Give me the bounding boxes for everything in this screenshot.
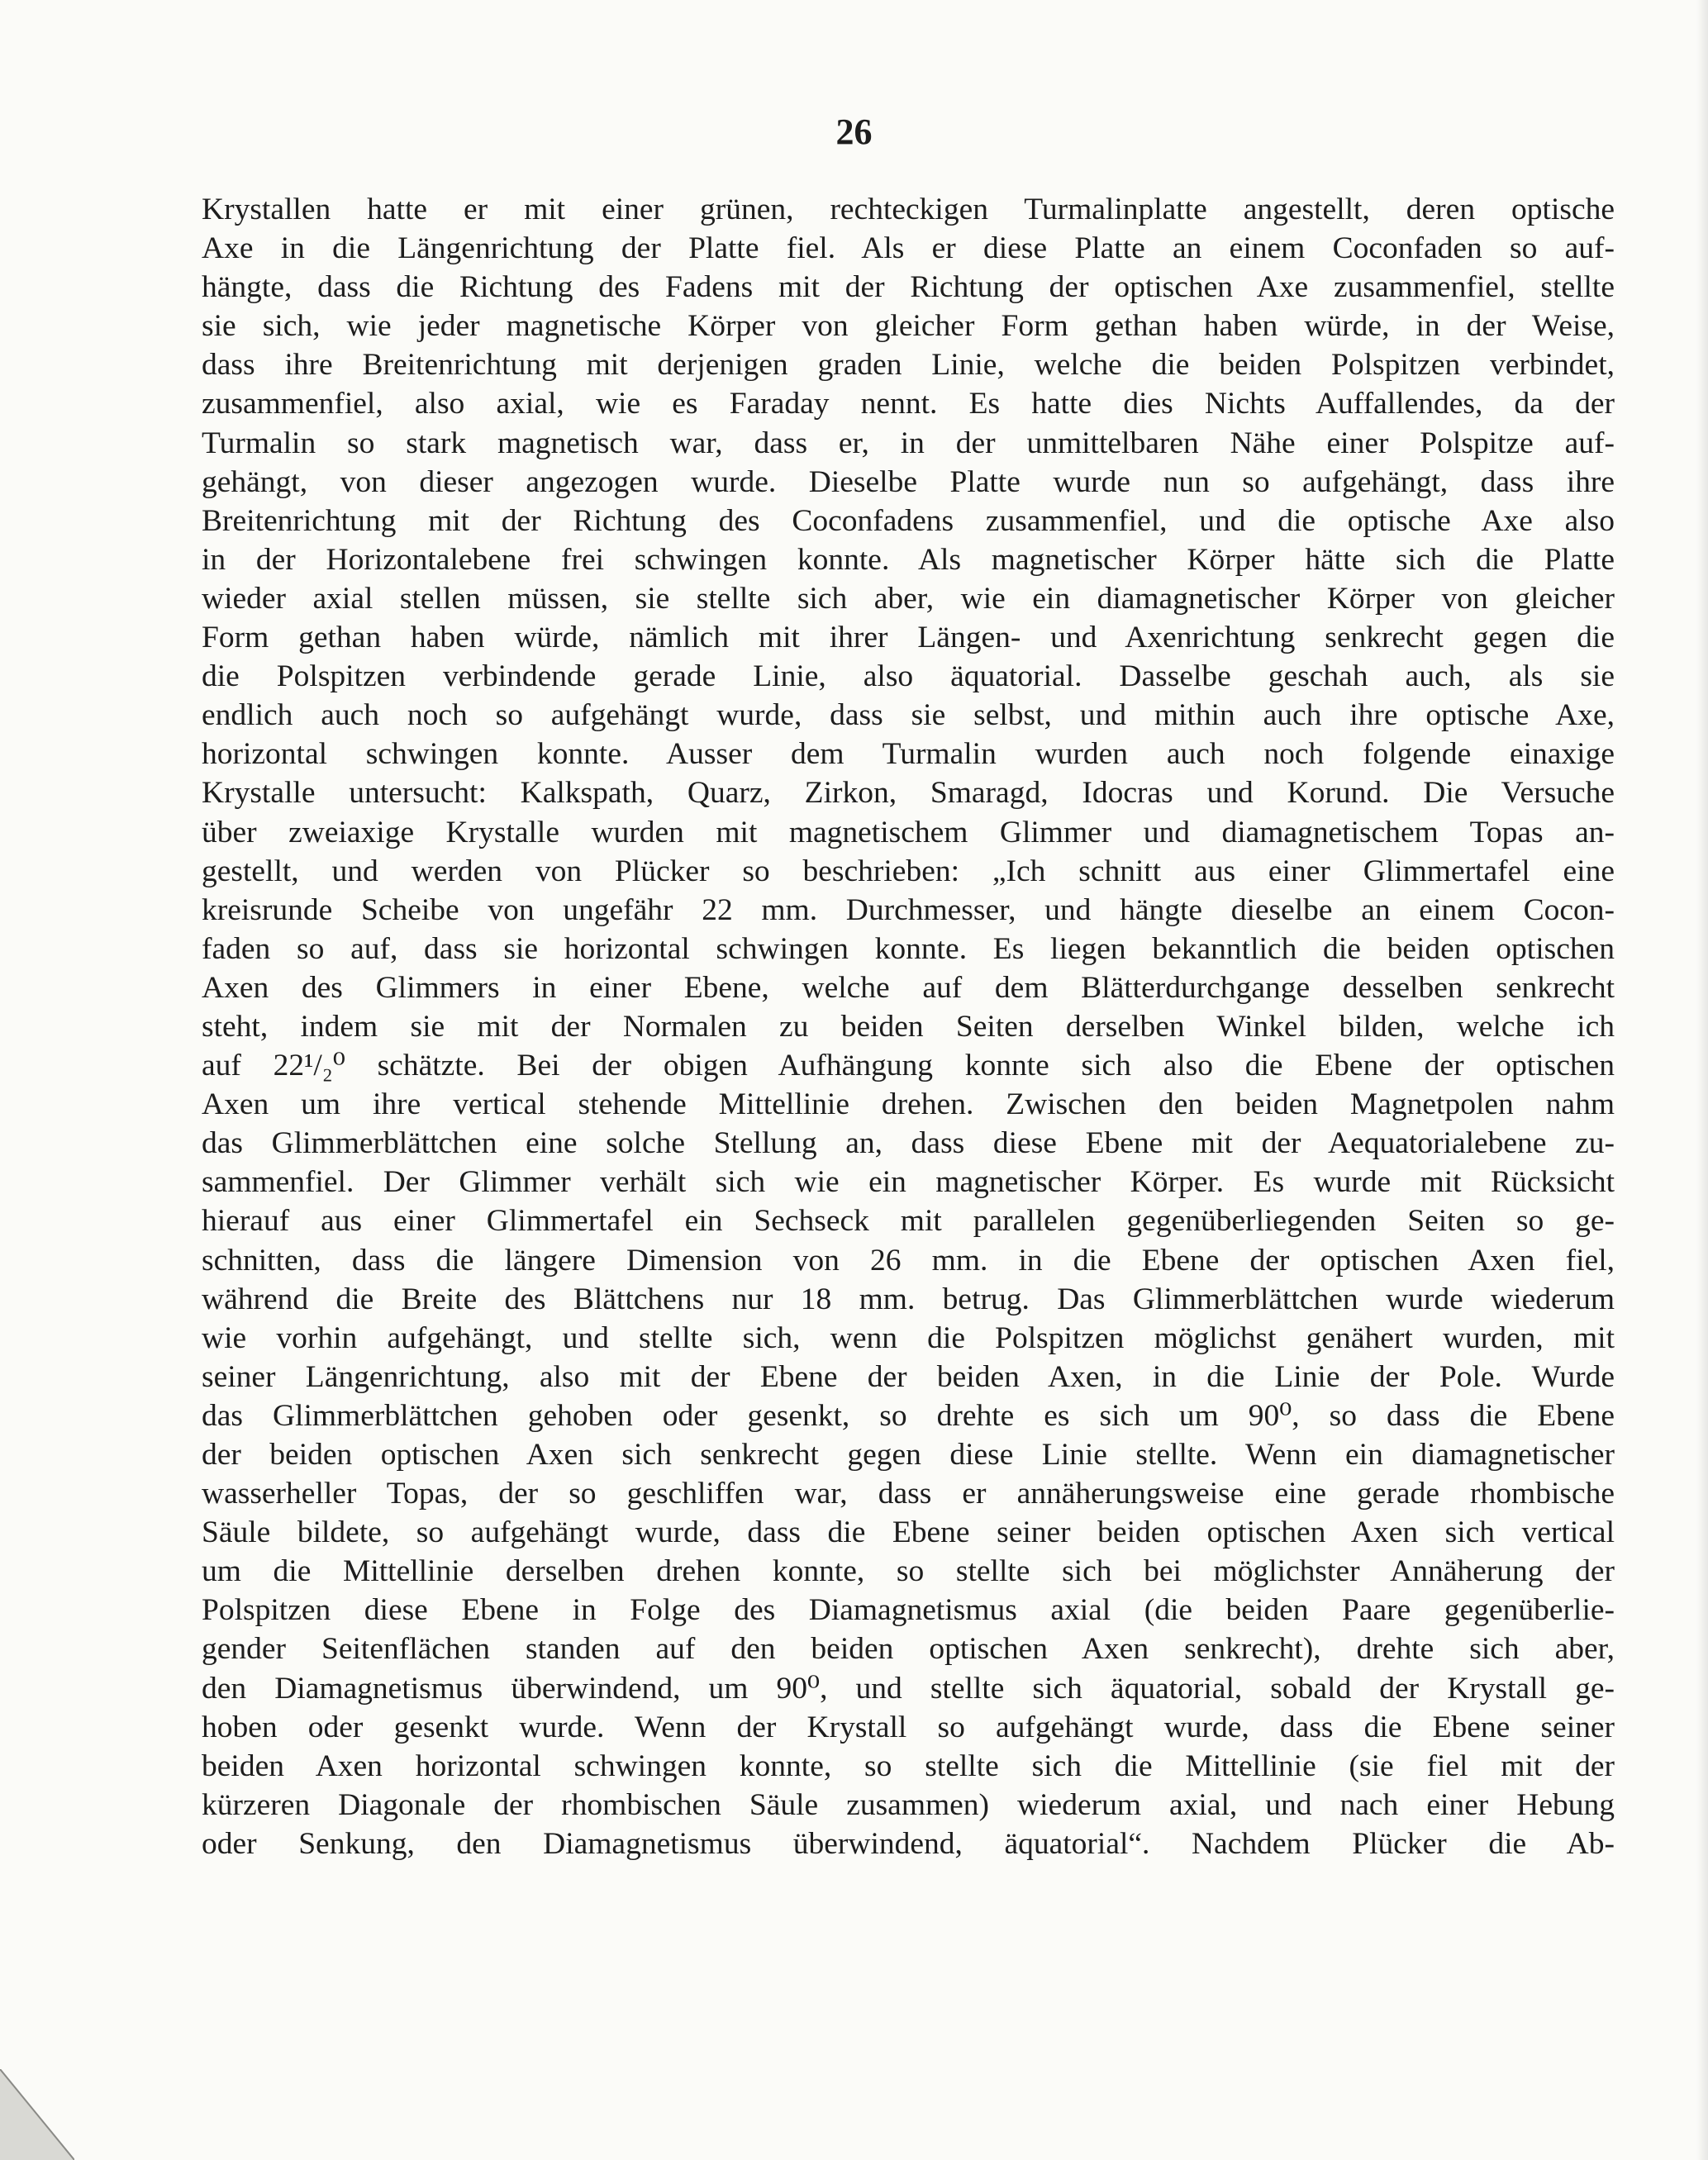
text-line: seiner Längenrichtung, also mit der Ebene der beiden Axen, in die Linie der Pole. Wurde: [202, 1359, 1615, 1394]
page-corner-fold: [0, 2069, 74, 2160]
body-text: [202, 190, 1615, 1863]
text-line: über zweiaxige Krystalle wurden mit magnetischem Glimmer und diamagnetischem Topas an-: [202, 815, 1615, 849]
text-line: steht, indem sie mit der Normalen zu beiden Seiten derselben Winkel bilden, welche ich: [202, 1009, 1615, 1044]
text-line: das Glimmerblättchen eine solche Stellung an, dass diese Ebene mit der Aequatorialebene zu-: [202, 1126, 1615, 1161]
text-line: sie sich, wie jeder magnetische Körper von gleicher Form gethan haben würde, in der Weise,: [202, 309, 1615, 344]
text-line: dass ihre Breitenrichtung mit derjenigen graden Linie, welche die beiden Polspitzen verbindet,: [202, 348, 1615, 383]
text-line: faden so auf, dass sie horizontal schwingen konnte. Es liegen bekanntlich die beiden optischen: [202, 931, 1615, 966]
text-line: Turmalin so stark magnetisch war, dass er, in der unmittelbaren Nähe einer Polspitze auf-: [202, 426, 1615, 460]
text-line: den Diamagnetismus überwindend, um 90⁰, und stellte sich äquatorial, sobald der Krystall ge-: [202, 1671, 1615, 1706]
text-line: hängte, dass die Richtung des Fadens mit der Richtung der optischen Axe zusammenfiel, stellte: [202, 270, 1615, 305]
text-line: Krystalle untersucht: Kalkspath, Quarz, Zirkon, Smaragd, Idocras und Korund. Die Versuche: [202, 776, 1615, 811]
text-line: horizontal schwingen konnte. Ausser dem Turmalin wurden auch noch folgende einaxige: [202, 737, 1615, 772]
text-line: hoben oder gesenkt wurde. Wenn der Krystall so aufgehängt wurde, dass die Ebene seiner: [202, 1710, 1615, 1744]
text-line: hierauf aus einer Glimmertafel ein Sechseck mit parallelen gegenüberliegenden Seiten so ge-: [202, 1204, 1615, 1239]
text-line: Breitenrichtung mit der Richtung des Coconfadens zusammenfiel, und die optische Axe also: [202, 503, 1615, 538]
text-line: das Glimmerblättchen gehoben oder gesenkt, so drehte es sich um 90⁰, so dass die Ebene: [202, 1398, 1615, 1433]
text-line: Säule bildete, so aufgehängt wurde, dass die Ebene seiner beiden optischen Axen sich vertical: [202, 1515, 1615, 1550]
text-line: Axen um ihre vertical stehende Mittellinie drehen. Zwischen den beiden Magnetpolen nahm: [202, 1087, 1615, 1122]
text-line: gehängt, von dieser angezogen wurde. Dieselbe Platte wurde nun so aufgehängt, dass ihre: [202, 464, 1615, 499]
text-line: Axe in die Längenrichtung der Platte fiel. Als er diese Platte an einem Coconfaden so auf-: [202, 231, 1615, 266]
text-line: gender Seitenflächen standen auf den beiden optischen Axen senkrecht), drehte sich aber,: [202, 1632, 1615, 1667]
text-line: um die Mittellinie derselben drehen konnte, so stellte sich bei möglichster Annäherung der: [202, 1554, 1615, 1589]
text-line: wieder axial stellen müssen, sie stellte sich aber, wie ein diamagnetischer Körper von gleicher: [202, 581, 1615, 616]
text-line: schnitten, dass die längere Dimension von 26 mm. in die Ebene der optischen Axen fiel,: [202, 1243, 1615, 1277]
text-line: die Polspitzen verbindende gerade Linie, also äquatorial. Dasselbe geschah auch, als sie: [202, 659, 1615, 694]
text-line: während die Breite des Blättchens nur 18 mm. betrug. Das Glimmerblättchen wurde wiederum: [202, 1282, 1615, 1316]
text-line: endlich auch noch so aufgehängt wurde, dass sie selbst, und mithin auch ihre optische Axe,: [202, 698, 1615, 733]
text-line: wie vorhin aufgehängt, und stellte sich, wenn die Polspitzen möglichst genähert wurden, mit: [202, 1320, 1615, 1355]
text-line: in der Horizontalebene frei schwingen konnte. Als magnetischer Körper hätte sich die Platte: [202, 542, 1615, 577]
text-line: wasserheller Topas, der so geschliffen war, dass er annäherungsweise eine gerade rhombische: [202, 1477, 1615, 1511]
text-line: auf 22¹/₂⁰ schätzte. Bei der obigen Aufhängung konnte sich also die Ebene der optischen: [202, 1049, 1615, 1083]
text-line: Polspitzen diese Ebene in Folge des Diamagnetismus axial (die beiden Paare gegenüberlie-: [202, 1593, 1615, 1628]
text-line: Axen des Glimmers in einer Ebene, welche auf dem Blätterdurchgange desselben senkrecht: [202, 970, 1615, 1005]
text-line: Krystallen hatte er mit einer grünen, rechteckigen Turmalinplatte angestellt, deren optische: [202, 193, 1615, 226]
page-edge-shadow: [1696, 0, 1708, 2160]
text-line: sammenfiel. Der Glimmer verhält sich wie ein magnetischer Körper. Es wurde mit Rücksicht: [202, 1165, 1615, 1200]
text-line: Form gethan haben würde, nämlich mit ihrer Längen- und Axenrichtung senkrecht gegen die: [202, 621, 1615, 655]
page-number: 26: [835, 112, 873, 152]
text-line: kreisrunde Scheibe von ungefähr 22 mm. Durchmesser, und hängte dieselbe an einem Cocon-: [202, 892, 1615, 927]
text-line: beiden Axen horizontal schwingen konnte, so stellte sich die Mittellinie (sie fiel mit der: [202, 1748, 1615, 1783]
text-line: zusammenfiel, also axial, wie es Faraday nennt. Es hatte dies Nichts Auffallendes, da der: [202, 387, 1615, 421]
text-line: oder Senkung, den Diamagnetismus überwindend, äquatorial“. Nachdem Plücker die Ab-: [202, 1826, 1615, 1861]
text-line: kürzeren Diagonale der rhombischen Säule zusammen) wiederum axial, und nach einer Hebung: [202, 1787, 1615, 1822]
text-line: gestellt, und werden von Plücker so beschrieben: „Ich schnitt aus einer Glimmertafel eine: [202, 854, 1615, 888]
text-line: der beiden optischen Axen sich senkrecht gegen diese Linie stellte. Wenn ein diamagnetischer: [202, 1438, 1615, 1472]
